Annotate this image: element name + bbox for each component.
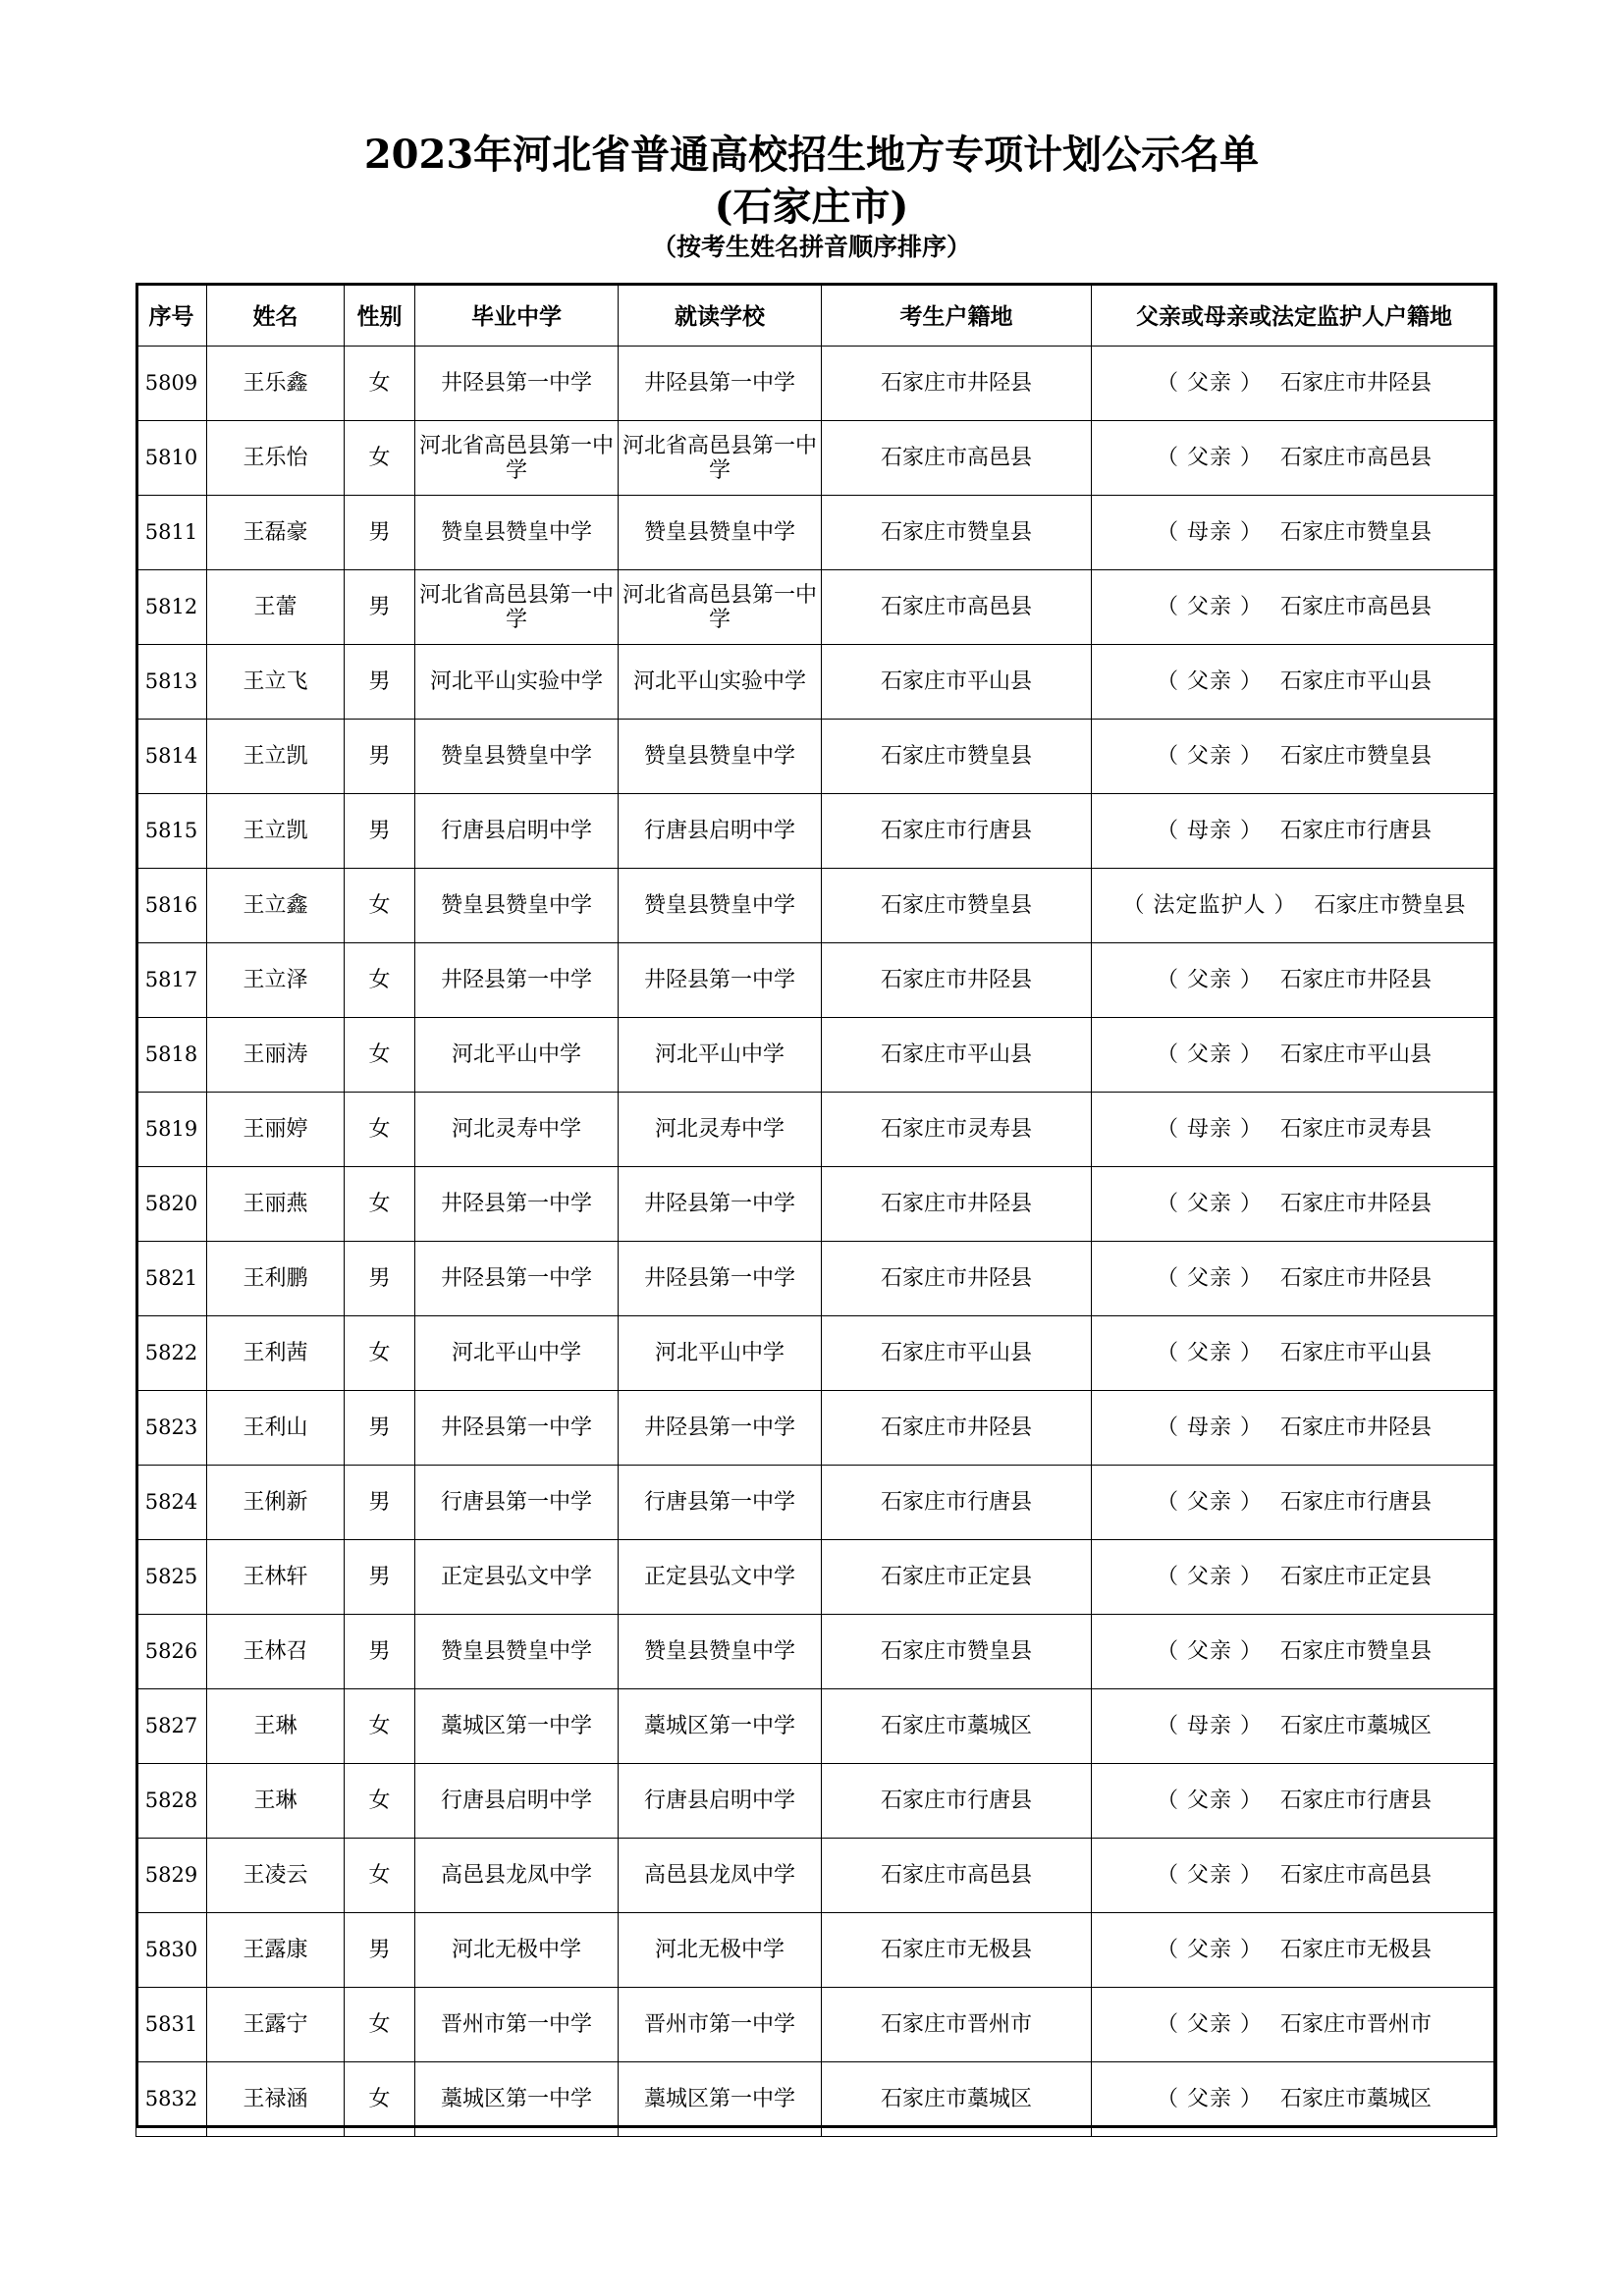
- cell-gender: 男: [345, 1466, 415, 1540]
- cell-name: 王磊豪: [207, 496, 345, 570]
- cell-id: 5827: [136, 1689, 207, 1764]
- cell-current-school: 正定县弘文中学: [619, 1540, 822, 1615]
- cell-residence: 石家庄市高邑县: [822, 1839, 1092, 1913]
- cell-residence: 石家庄市井陉县: [822, 1167, 1092, 1242]
- cell-current-school: 河北省高邑县第一中学: [619, 570, 822, 645]
- cell-name: 王立鑫: [207, 869, 345, 943]
- guardian-residence: 石家庄市灵寿县: [1279, 1117, 1432, 1142]
- cell-grad-school: 藁城区第一中学: [415, 2062, 619, 2137]
- cell-name: 王林轩: [207, 1540, 345, 1615]
- cell-gender: 男: [345, 720, 415, 794]
- guardian-residence: 石家庄市井陉县: [1279, 1192, 1432, 1216]
- table-row: [136, 1242, 1497, 1316]
- cell-residence: 石家庄市平山县: [822, 1316, 1092, 1391]
- cell-residence: 石家庄市行唐县: [822, 1764, 1092, 1839]
- cell-id: 5812: [136, 570, 207, 645]
- cell-residence: 石家庄市行唐县: [822, 1466, 1092, 1540]
- cell-grad-school: 赞皇县赞皇中学: [415, 1615, 619, 1689]
- table-row: [136, 1913, 1497, 1988]
- cell-current-school: 赞皇县赞皇中学: [619, 1615, 822, 1689]
- table-row: [136, 347, 1497, 421]
- cell-residence: 石家庄市赞皇县: [822, 496, 1092, 570]
- roster-body: [136, 347, 1497, 2137]
- cell-guardian-residence: [1092, 1391, 1497, 1466]
- cell-id: 5813: [136, 645, 207, 720]
- cell-grad-school: 行唐县第一中学: [415, 1466, 619, 1540]
- cell-grad-school: 藁城区第一中学: [415, 1689, 619, 1764]
- cell-current-school: 井陉县第一中学: [619, 943, 822, 1018]
- cell-grad-school: 河北灵寿中学: [415, 1093, 619, 1167]
- guardian-residence: 石家庄市赞皇县: [1279, 520, 1432, 545]
- cell-grad-school: 行唐县启明中学: [415, 1764, 619, 1839]
- guardian-residence: 石家庄市藁城区: [1279, 1714, 1432, 1738]
- cell-current-school: 赞皇县赞皇中学: [619, 720, 822, 794]
- guardian-residence: 石家庄市行唐县: [1279, 819, 1432, 843]
- table-row: [136, 1764, 1497, 1839]
- guardian-residence: 石家庄市平山县: [1279, 1042, 1432, 1067]
- cell-guardian-residence: [1092, 943, 1497, 1018]
- cell-residence: 石家庄市井陉县: [822, 347, 1092, 421]
- table-row: [136, 1689, 1497, 1764]
- table-row: [136, 1988, 1497, 2062]
- table-row: [136, 2062, 1497, 2137]
- cell-name: 王琳: [207, 1764, 345, 1839]
- table-row: [136, 1316, 1497, 1391]
- cell-name: 王立飞: [207, 645, 345, 720]
- cell-current-school: 赞皇县赞皇中学: [619, 496, 822, 570]
- cell-id: 5809: [136, 347, 207, 421]
- cell-id: 5828: [136, 1764, 207, 1839]
- cell-gender: 女: [345, 1093, 415, 1167]
- guardian-relation: （ 父亲 ）: [1156, 2012, 1263, 2037]
- cell-gender: 女: [345, 943, 415, 1018]
- cell-current-school: 河北无极中学: [619, 1913, 822, 1988]
- guardian-residence: 石家庄市高邑县: [1279, 1863, 1432, 1888]
- cell-gender: 男: [345, 1391, 415, 1466]
- cell-grad-school: 井陉县第一中学: [415, 1391, 619, 1466]
- cell-name: 王立泽: [207, 943, 345, 1018]
- cell-residence: 石家庄市井陉县: [822, 1391, 1092, 1466]
- cell-id: 5832: [136, 2062, 207, 2137]
- guardian-relation: （ 母亲 ）: [1156, 1117, 1263, 1142]
- header-current-school: 就读学校: [619, 284, 822, 347]
- cell-grad-school: 高邑县龙凤中学: [415, 1839, 619, 1913]
- cell-gender: 男: [345, 1913, 415, 1988]
- cell-current-school: 高邑县龙凤中学: [619, 1839, 822, 1913]
- guardian-relation: （ 父亲 ）: [1156, 1565, 1263, 1589]
- cell-gender: 女: [345, 1167, 415, 1242]
- cell-id: 5831: [136, 1988, 207, 2062]
- cell-gender: 男: [345, 794, 415, 869]
- cell-residence: 石家庄市井陉县: [822, 1242, 1092, 1316]
- cell-guardian-residence: [1092, 794, 1497, 869]
- cell-current-school: 行唐县启明中学: [619, 1764, 822, 1839]
- cell-name: 王林召: [207, 1615, 345, 1689]
- cell-grad-school: 河北平山中学: [415, 1018, 619, 1093]
- cell-guardian-residence: [1092, 869, 1497, 943]
- guardian-residence: 石家庄市赞皇县: [1279, 744, 1432, 769]
- cell-grad-school: 正定县弘文中学: [415, 1540, 619, 1615]
- cell-guardian-residence: [1092, 1242, 1497, 1316]
- cell-grad-school: 赞皇县赞皇中学: [415, 869, 619, 943]
- cell-current-school: 河北省高邑县第一中学: [619, 421, 822, 496]
- cell-name: 王琳: [207, 1689, 345, 1764]
- cell-current-school: 井陉县第一中学: [619, 1391, 822, 1466]
- cell-name: 王丽婷: [207, 1093, 345, 1167]
- cell-id: 5822: [136, 1316, 207, 1391]
- table-row: [136, 869, 1497, 943]
- guardian-residence: 石家庄市无极县: [1279, 1938, 1432, 1962]
- cell-gender: 女: [345, 2062, 415, 2137]
- cell-guardian-residence: [1092, 1988, 1497, 2062]
- cell-guardian-residence: [1092, 1093, 1497, 1167]
- table-row: [136, 1615, 1497, 1689]
- cell-grad-school: 井陉县第一中学: [415, 1242, 619, 1316]
- cell-name: 王乐鑫: [207, 347, 345, 421]
- cell-gender: 男: [345, 496, 415, 570]
- header-id: 序号: [136, 284, 207, 347]
- cell-current-school: 河北平山中学: [619, 1316, 822, 1391]
- cell-name: 王丽燕: [207, 1167, 345, 1242]
- cell-current-school: 井陉县第一中学: [619, 347, 822, 421]
- cell-residence: 石家庄市灵寿县: [822, 1093, 1092, 1167]
- guardian-residence: 石家庄市平山县: [1279, 669, 1432, 694]
- cell-guardian-residence: [1092, 1018, 1497, 1093]
- guardian-residence: 石家庄市行唐县: [1279, 1789, 1432, 1813]
- guardian-relation: （ 父亲 ）: [1156, 1789, 1263, 1813]
- guardian-relation: （ 父亲 ）: [1156, 968, 1263, 992]
- guardian-residence: 石家庄市高邑县: [1279, 595, 1432, 619]
- cell-name: 王乐怡: [207, 421, 345, 496]
- guardian-relation: （ 父亲 ）: [1156, 1266, 1263, 1291]
- table-row: [136, 645, 1497, 720]
- cell-name: 王利山: [207, 1391, 345, 1466]
- header-grad-school: 毕业中学: [415, 284, 619, 347]
- cell-gender: 女: [345, 1018, 415, 1093]
- guardian-relation: （ 父亲 ）: [1156, 1042, 1263, 1067]
- cell-id: 5811: [136, 496, 207, 570]
- cell-id: 5823: [136, 1391, 207, 1466]
- guardian-relation: （ 父亲 ）: [1156, 1639, 1263, 1664]
- cell-residence: 石家庄市行唐县: [822, 794, 1092, 869]
- cell-current-school: 行唐县第一中学: [619, 1466, 822, 1540]
- header-name: 姓名: [207, 284, 345, 347]
- cell-gender: 男: [345, 1615, 415, 1689]
- cell-grad-school: 河北平山中学: [415, 1316, 619, 1391]
- cell-current-school: 河北灵寿中学: [619, 1093, 822, 1167]
- header-guardian-residence: 父亲或母亲或法定监护人户籍地: [1092, 284, 1497, 347]
- guardian-residence: 石家庄市井陉县: [1279, 1266, 1432, 1291]
- guardian-relation: （ 父亲 ）: [1156, 1192, 1263, 1216]
- guardian-relation: （ 父亲 ）: [1156, 1938, 1263, 1962]
- guardian-relation: （ 父亲 ）: [1156, 2087, 1263, 2111]
- cell-name: 王蕾: [207, 570, 345, 645]
- guardian-residence: 石家庄市井陉县: [1279, 371, 1432, 396]
- cell-residence: 石家庄市晋州市: [822, 1988, 1092, 2062]
- table-row: [136, 720, 1497, 794]
- cell-id: 5824: [136, 1466, 207, 1540]
- guardian-relation: （ 父亲 ）: [1156, 669, 1263, 694]
- header-gender: 性别: [345, 284, 415, 347]
- cell-residence: 石家庄市赞皇县: [822, 720, 1092, 794]
- cell-grad-school: 赞皇县赞皇中学: [415, 496, 619, 570]
- cell-gender: 男: [345, 1242, 415, 1316]
- roster-table: [135, 283, 1497, 2137]
- guardian-residence: 石家庄市高邑县: [1279, 446, 1432, 470]
- table-row: [136, 421, 1497, 496]
- cell-name: 王利鹏: [207, 1242, 345, 1316]
- cell-guardian-residence: [1092, 1540, 1497, 1615]
- guardian-residence: 石家庄市藁城区: [1279, 2087, 1432, 2111]
- cell-id: 5830: [136, 1913, 207, 1988]
- cell-guardian-residence: [1092, 1167, 1497, 1242]
- table-row: [136, 1093, 1497, 1167]
- cell-guardian-residence: [1092, 496, 1497, 570]
- cell-guardian-residence: [1092, 1466, 1497, 1540]
- cell-current-school: 藁城区第一中学: [619, 2062, 822, 2137]
- cell-residence: 石家庄市赞皇县: [822, 1615, 1092, 1689]
- cell-id: 5816: [136, 869, 207, 943]
- cell-residence: 石家庄市平山县: [822, 645, 1092, 720]
- guardian-relation: （ 母亲 ）: [1156, 1714, 1263, 1738]
- cell-current-school: 晋州市第一中学: [619, 1988, 822, 2062]
- cell-current-school: 井陉县第一中学: [619, 1167, 822, 1242]
- document-subtitle: (石家庄市): [714, 184, 909, 230]
- cell-name: 王凌云: [207, 1839, 345, 1913]
- table-row: [136, 1167, 1497, 1242]
- cell-grad-school: 河北省高邑县第一中学: [415, 570, 619, 645]
- cell-guardian-residence: [1092, 570, 1497, 645]
- cell-name: 王露宁: [207, 1988, 345, 2062]
- guardian-relation: （ 法定监护人 ）: [1122, 893, 1297, 918]
- cell-guardian-residence: [1092, 421, 1497, 496]
- guardian-relation: （ 母亲 ）: [1156, 1415, 1263, 1440]
- cell-name: 王立凯: [207, 794, 345, 869]
- cell-current-school: 赞皇县赞皇中学: [619, 869, 822, 943]
- guardian-relation: （ 父亲 ）: [1156, 744, 1263, 769]
- cell-grad-school: 赞皇县赞皇中学: [415, 720, 619, 794]
- cell-grad-school: 井陉县第一中学: [415, 943, 619, 1018]
- header-row: [136, 284, 1497, 347]
- table-row: [136, 496, 1497, 570]
- guardian-relation: （ 父亲 ）: [1156, 371, 1263, 396]
- guardian-relation: （ 父亲 ）: [1156, 1863, 1263, 1888]
- guardian-residence: 石家庄市井陉县: [1279, 1415, 1432, 1440]
- guardian-residence: 石家庄市晋州市: [1279, 2012, 1432, 2037]
- guardian-relation: （ 母亲 ）: [1156, 520, 1263, 545]
- cell-residence: 石家庄市赞皇县: [822, 869, 1092, 943]
- cell-residence: 石家庄市正定县: [822, 1540, 1092, 1615]
- cell-current-school: 藁城区第一中学: [619, 1689, 822, 1764]
- guardian-residence: 石家庄市正定县: [1279, 1565, 1432, 1589]
- cell-id: 5815: [136, 794, 207, 869]
- table-row: [136, 1018, 1497, 1093]
- cell-guardian-residence: [1092, 2062, 1497, 2137]
- cell-residence: 石家庄市高邑县: [822, 570, 1092, 645]
- cell-name: 王立凯: [207, 720, 345, 794]
- guardian-residence: 石家庄市赞皇县: [1314, 893, 1466, 918]
- cell-guardian-residence: [1092, 347, 1497, 421]
- cell-residence: 石家庄市藁城区: [822, 2062, 1092, 2137]
- cell-name: 王丽涛: [207, 1018, 345, 1093]
- table-row: [136, 1466, 1497, 1540]
- cell-id: 5820: [136, 1167, 207, 1242]
- guardian-relation: （ 父亲 ）: [1156, 595, 1263, 619]
- guardian-relation: （ 母亲 ）: [1156, 819, 1263, 843]
- document-title: 2023年河北省普通高校招生地方专项计划公示名单: [363, 132, 1260, 178]
- cell-guardian-residence: [1092, 1316, 1497, 1391]
- cell-grad-school: 河北无极中学: [415, 1913, 619, 1988]
- cell-id: 5819: [136, 1093, 207, 1167]
- cell-gender: 男: [345, 570, 415, 645]
- cell-guardian-residence: [1092, 1615, 1497, 1689]
- cell-residence: 石家庄市平山县: [822, 1018, 1092, 1093]
- cell-grad-school: 井陉县第一中学: [415, 347, 619, 421]
- cell-guardian-residence: [1092, 1913, 1497, 1988]
- cell-guardian-residence: [1092, 1839, 1497, 1913]
- cell-id: 5825: [136, 1540, 207, 1615]
- cell-gender: 女: [345, 1689, 415, 1764]
- cell-grad-school: 井陉县第一中学: [415, 1167, 619, 1242]
- cell-residence: 石家庄市高邑县: [822, 421, 1092, 496]
- table-row: [136, 570, 1497, 645]
- table-row: [136, 1391, 1497, 1466]
- guardian-residence: 石家庄市平山县: [1279, 1341, 1432, 1365]
- cell-name: 王利茜: [207, 1316, 345, 1391]
- cell-grad-school: 晋州市第一中学: [415, 1988, 619, 2062]
- sort-note: （按考生姓名拼音顺序排序）: [651, 233, 971, 261]
- cell-gender: 女: [345, 1316, 415, 1391]
- cell-id: 5818: [136, 1018, 207, 1093]
- cell-gender: 女: [345, 1988, 415, 2062]
- cell-current-school: 行唐县启明中学: [619, 794, 822, 869]
- table-row: [136, 1839, 1497, 1913]
- guardian-relation: （ 父亲 ）: [1156, 1341, 1263, 1365]
- cell-id: 5829: [136, 1839, 207, 1913]
- cell-current-school: 河北平山中学: [619, 1018, 822, 1093]
- cell-id: 5817: [136, 943, 207, 1018]
- cell-gender: 女: [345, 1764, 415, 1839]
- cell-id: 5821: [136, 1242, 207, 1316]
- cell-id: 5810: [136, 421, 207, 496]
- cell-gender: 女: [345, 347, 415, 421]
- guardian-residence: 石家庄市赞皇县: [1279, 1639, 1432, 1664]
- cell-name: 王俐新: [207, 1466, 345, 1540]
- cell-current-school: 河北平山实验中学: [619, 645, 822, 720]
- cell-current-school: 井陉县第一中学: [619, 1242, 822, 1316]
- cell-gender: 女: [345, 869, 415, 943]
- cell-residence: 石家庄市井陉县: [822, 943, 1092, 1018]
- cell-grad-school: 河北省高邑县第一中学: [415, 421, 619, 496]
- cell-guardian-residence: [1092, 1689, 1497, 1764]
- cell-gender: 男: [345, 1540, 415, 1615]
- cell-residence: 石家庄市无极县: [822, 1913, 1092, 1988]
- table-row: [136, 794, 1497, 869]
- guardian-relation: （ 父亲 ）: [1156, 1490, 1263, 1515]
- table-row: [136, 943, 1497, 1018]
- cell-grad-school: 行唐县启明中学: [415, 794, 619, 869]
- cell-guardian-residence: [1092, 1764, 1497, 1839]
- cell-gender: 女: [345, 421, 415, 496]
- cell-gender: 女: [345, 1839, 415, 1913]
- header-residence: 考生户籍地: [822, 284, 1092, 347]
- cell-name: 王禄涵: [207, 2062, 345, 2137]
- cell-grad-school: 河北平山实验中学: [415, 645, 619, 720]
- cell-guardian-residence: [1092, 720, 1497, 794]
- cell-residence: 石家庄市藁城区: [822, 1689, 1092, 1764]
- guardian-residence: 石家庄市行唐县: [1279, 1490, 1432, 1515]
- table-row: [136, 1540, 1497, 1615]
- cell-gender: 男: [345, 645, 415, 720]
- guardian-relation: （ 父亲 ）: [1156, 446, 1263, 470]
- cell-guardian-residence: [1092, 645, 1497, 720]
- cell-name: 王露康: [207, 1913, 345, 1988]
- guardian-residence: 石家庄市井陉县: [1279, 968, 1432, 992]
- cell-id: 5814: [136, 720, 207, 794]
- cell-id: 5826: [136, 1615, 207, 1689]
